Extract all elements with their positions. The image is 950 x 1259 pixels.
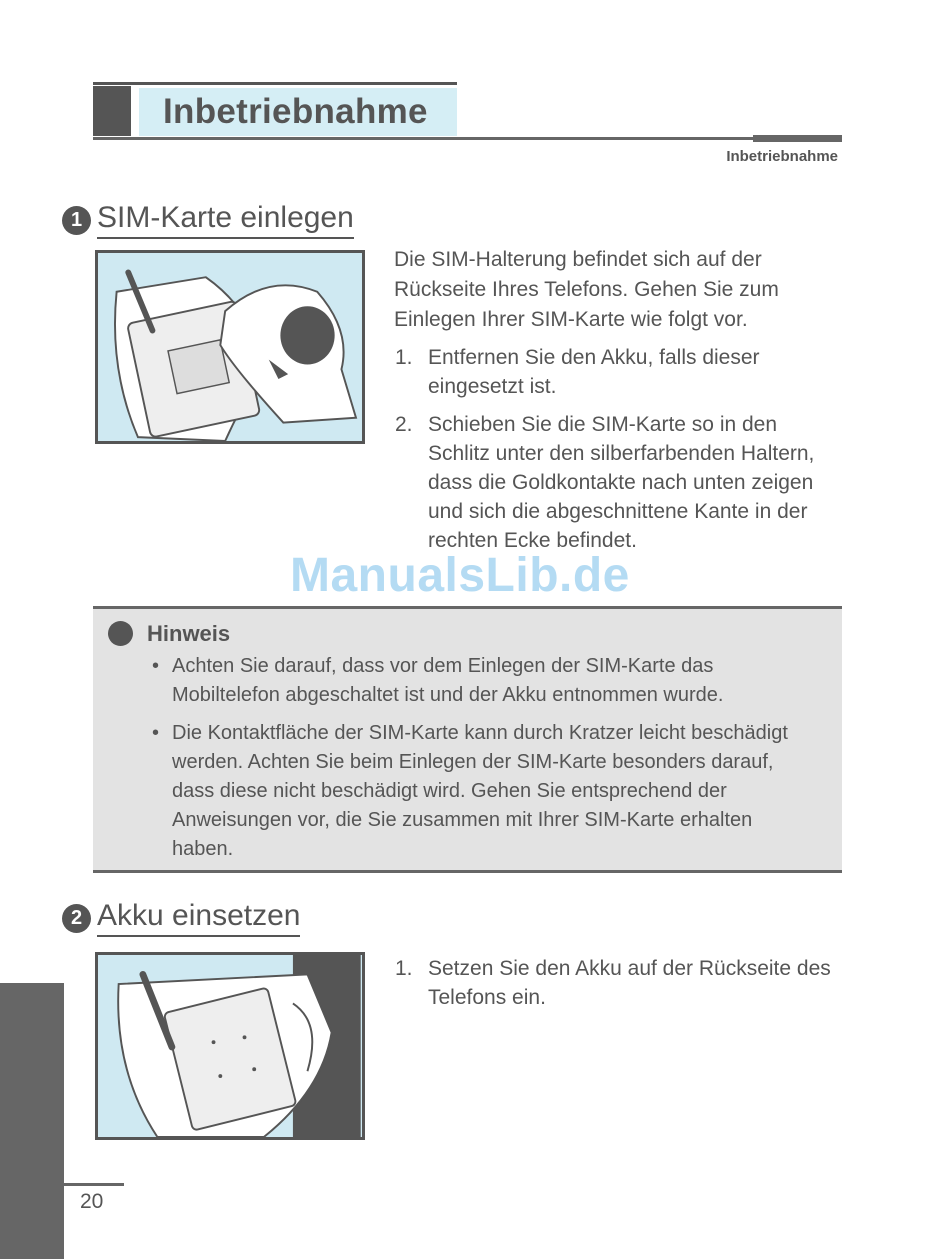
running-head: Inbetriebnahme: [726, 148, 838, 165]
step-text: Schieben Sie die SIM-Karte so in den Schlitz unter den silberfarbenden Haltern, dass die Goldkontakte nach unten zeigen und sich die abgeschnittene Kante in der rechten Ecke befindet.: [428, 413, 815, 552]
list-item: [395, 343, 835, 401]
section-number-icon: 1: [62, 206, 91, 235]
page-number-rule: [64, 1183, 124, 1186]
list-item: [395, 410, 835, 555]
sim-steps-list: [395, 343, 835, 564]
sim-insert-illustration: [95, 250, 365, 444]
note-title: Hinweis: [147, 621, 231, 646]
step-number: 1.: [395, 957, 413, 980]
section-heading-akku: [62, 899, 300, 937]
header-tab-marker: [753, 135, 842, 142]
note-text: Die Kontaktfläche der SIM-Karte kann durch Kratzer leicht beschädigt werden. Achten Sie beim Einlegen der SIM-Karte besonders darauf, dass diese nicht beschädigt wird. Gehen Sie entsprechend der Anweisungen vor, die Sie zusammen mit Ihrer SIM-Karte erhalten haben.: [172, 722, 788, 860]
chapter-title: Inbetriebnahme: [163, 92, 428, 131]
watermark: ManualsLib.de: [290, 549, 630, 602]
section-heading-sim: [62, 201, 354, 239]
step-number: 1.: [395, 346, 413, 369]
note-text: Achten Sie darauf, dass vor dem Einlegen der SIM-Karte das Mobiltelefon abgeschaltet ist und der Akku entnommen wurde.: [172, 655, 724, 706]
list-item: [152, 719, 812, 864]
bullet-icon: •: [152, 655, 160, 677]
list-item: [395, 954, 855, 1012]
step-number: 2.: [395, 413, 413, 436]
battery-insert-illustration: [95, 952, 365, 1140]
hands-phone-sim-icon: [98, 253, 362, 441]
note-dot-icon: [108, 621, 133, 646]
hands-phone-battery-icon: [98, 955, 362, 1137]
note-list: [152, 652, 812, 873]
akku-steps-list: [395, 954, 855, 1021]
list-item: [152, 652, 812, 710]
bullet-icon: •: [152, 722, 160, 744]
header-top-rule: [93, 82, 457, 85]
header-rule: [93, 137, 842, 140]
section-number-icon: 2: [62, 904, 91, 933]
section-title: Akku einsetzen: [97, 899, 300, 937]
section-title: SIM-Karte einlegen: [97, 201, 354, 239]
sim-intro-paragraph: Die SIM-Halterung befindet sich auf der Rückseite Ihres Telefons. Gehen Sie zum Einlegen Ihrer SIM-Karte wie folgt vor.: [394, 248, 779, 331]
side-chapter-tab: [0, 983, 64, 1259]
header-square-marker: [93, 86, 131, 136]
step-text: Entfernen Sie den Akku, falls dieser eingesetzt ist.: [428, 346, 760, 398]
page-number: 20: [80, 1190, 104, 1213]
step-text: Setzen Sie den Akku auf der Rückseite des Telefons ein.: [428, 957, 831, 1009]
